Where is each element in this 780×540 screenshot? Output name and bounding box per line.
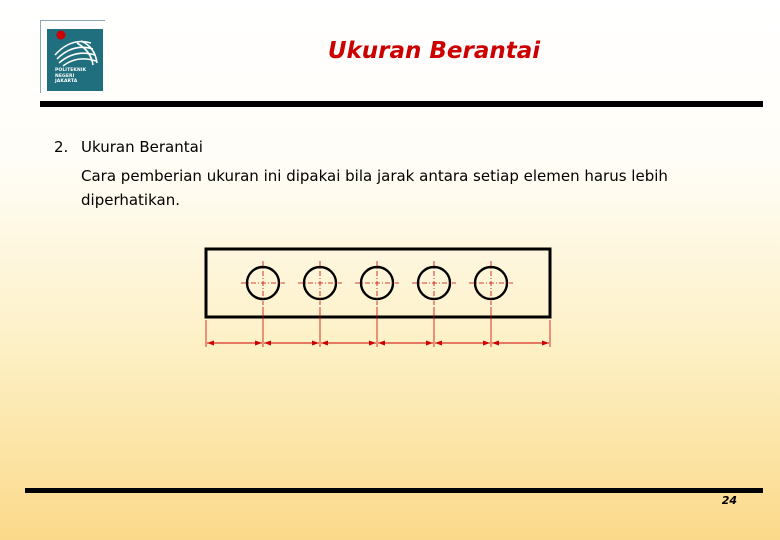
list-item-number: 2. xyxy=(54,138,69,156)
page-number: 24 xyxy=(721,494,737,507)
hole xyxy=(469,261,513,305)
hole xyxy=(355,261,399,305)
slide-title: Ukuran Berantai xyxy=(327,38,541,64)
hole xyxy=(298,261,342,305)
hole xyxy=(241,261,285,305)
hole-group xyxy=(241,261,513,305)
logo-line-1: POLITEKNIK xyxy=(55,68,87,73)
logo-line-2: NEGERI xyxy=(55,73,75,79)
dimension-group xyxy=(206,307,550,347)
list-item-heading: Ukuran Berantai xyxy=(81,138,203,156)
logo-line-3: JAKARTA xyxy=(55,79,78,84)
footer-divider xyxy=(25,488,763,493)
header-divider xyxy=(40,101,763,107)
list-item-body: Cara pemberian ukuran ini dipakai bila jarak antara setiap elemen harus lebih diperhatikan. xyxy=(81,167,668,209)
logo-caption xyxy=(55,68,103,85)
hole xyxy=(412,261,456,305)
chain-dimension-drawing xyxy=(195,240,565,355)
